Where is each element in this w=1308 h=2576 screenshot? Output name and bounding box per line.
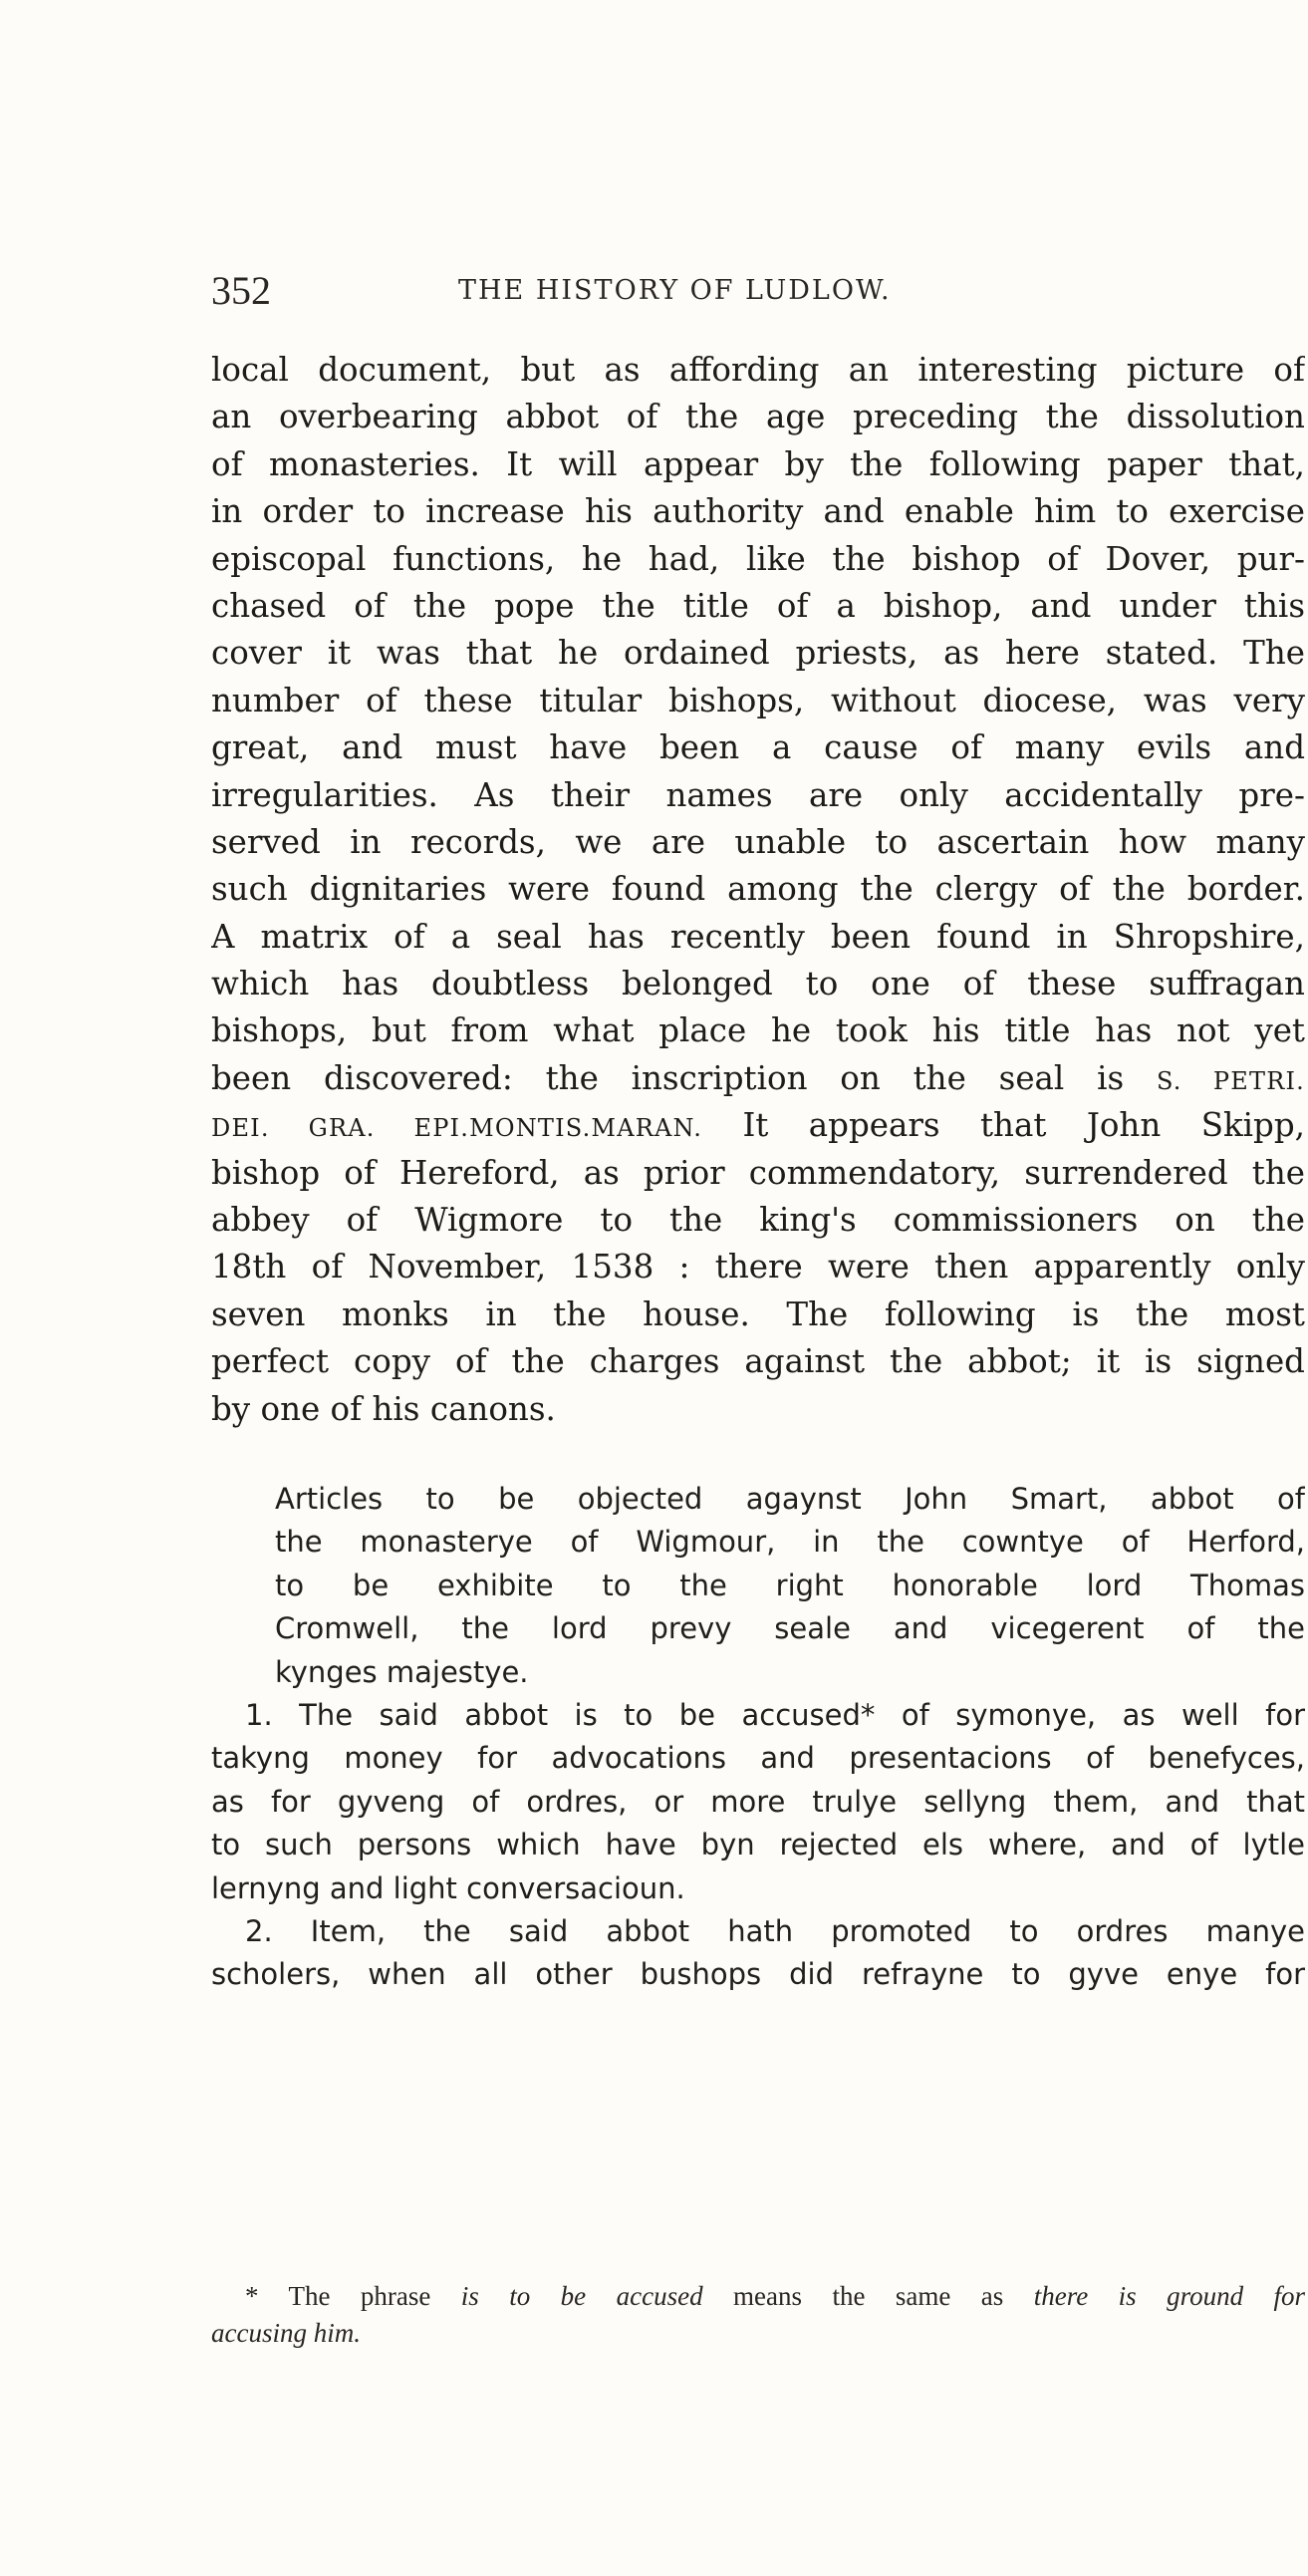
- page-header: [211, 267, 1305, 317]
- body-line: bishops, but from what place he took his title has not yet: [211, 1011, 1305, 1050]
- articles-heading-line: Cromwell, the lord prevy seale and vicegerent of the: [275, 1611, 1305, 1646]
- article-2-line: 2. Item, the said abbot hath promoted to ordres manye: [245, 1913, 1305, 1948]
- body-line: seven monks in the house. The following is the most: [211, 1294, 1305, 1333]
- body-line: abbey of Wigmore to the king's commissioners on the: [211, 1201, 1305, 1240]
- body-line-seal-cont: [211, 1102, 1305, 1149]
- body-line: perfect copy of the charges against the abbot; it is signed: [211, 1342, 1305, 1381]
- footnote: [211, 2278, 1305, 2352]
- body-line: such dignitaries were found among the clergy of the border.: [211, 870, 1305, 909]
- articles-quotation: [211, 1478, 1305, 1997]
- body-line: an overbearing abbot of the age preceding the dissolution: [211, 398, 1305, 436]
- body-line: which has doubtless belonged to one of these suffragan: [211, 965, 1305, 1003]
- body-line: of monasteries. It will appear by the following paper that,: [211, 444, 1305, 483]
- body-text: [211, 347, 1305, 1433]
- body-line: 18th of November, 1538 : there were then apparently only: [211, 1248, 1305, 1287]
- article-1-line: 1. The said abbot is to be accused* of symonye, as well for: [245, 1697, 1305, 1732]
- article-1-line: takyng money for advocations and presentacions of benefyces,: [211, 1741, 1305, 1776]
- articles-heading-line: kynges majestye.: [275, 1654, 529, 1689]
- body-line-text: been discovered: the inscription on the seal is: [211, 1058, 1125, 1097]
- running-title: THE HISTORY OF LUDLOW.: [458, 275, 892, 306]
- body-line: served in records, we are unable to ascertain how many: [211, 822, 1305, 861]
- article-1-line: lernyng and light conversacioun.: [211, 1870, 685, 1905]
- body-line: bishop of Hereford, as prior commendatory, surrendered the: [211, 1153, 1305, 1192]
- body-line: chased of the pope the title of a bishop, and under this: [211, 586, 1305, 625]
- articles-heading-line: the monasterye of Wigmour, in the cowntye of Herford,: [275, 1525, 1305, 1560]
- body-line: number of these titular bishops, without diocese, was very: [211, 681, 1305, 719]
- body-line: by one of his canons.: [211, 1389, 556, 1428]
- body-line-text: It appears that John Skipp,: [742, 1106, 1305, 1145]
- footnote-text: The phrase: [288, 2281, 431, 2311]
- body-line: cover it was that he ordained priests, as here stated. The: [211, 634, 1305, 673]
- articles-heading-line: Articles to be objected agaynst John Smart, abbot of: [275, 1482, 1305, 1516]
- footnote-line: [211, 2315, 1305, 2352]
- footnote-line: [211, 2278, 1305, 2315]
- seal-inscription: S. PETRI.: [1157, 1066, 1305, 1095]
- body-line: in order to increase his authority and enable him to exercise: [211, 492, 1305, 531]
- body-line: great, and must have been a cause of many evils and: [211, 728, 1305, 767]
- body-line-seal: [211, 1055, 1305, 1102]
- articles-heading-line: to be exhibite to the right honorable lord Thomas: [275, 1568, 1305, 1602]
- footnote-italic: accusing him.: [211, 2318, 361, 2348]
- body-line: episcopal functions, he had, like the bishop of Dover, pur-: [211, 539, 1305, 578]
- footnote-italic: is to be accused: [460, 2281, 703, 2311]
- seal-inscription-cont: DEI. GRA. EPI.MONTIS.MARAN.: [211, 1114, 703, 1143]
- article-1-line: as for gyveng of ordres, or more trulye sellyng them, and that: [211, 1784, 1305, 1819]
- body-line: irregularities. As their names are only accidentally pre-: [211, 775, 1305, 814]
- body-line: A matrix of a seal has recently been found in Shropshire,: [211, 917, 1305, 956]
- page-number: 352: [211, 268, 271, 313]
- footnote-marker: *: [245, 2281, 259, 2311]
- article-2-line: scholers, when all other bushops did refrayne to gyve enye for: [211, 1957, 1305, 1992]
- article-1-line: to such persons which have byn rejected els where, and of lytle: [211, 1828, 1305, 1862]
- footnote-text: means the same as: [733, 2281, 1004, 2311]
- body-line: local document, but as affording an interesting picture of: [211, 351, 1305, 389]
- footnote-italic: there is ground for: [1033, 2281, 1306, 2311]
